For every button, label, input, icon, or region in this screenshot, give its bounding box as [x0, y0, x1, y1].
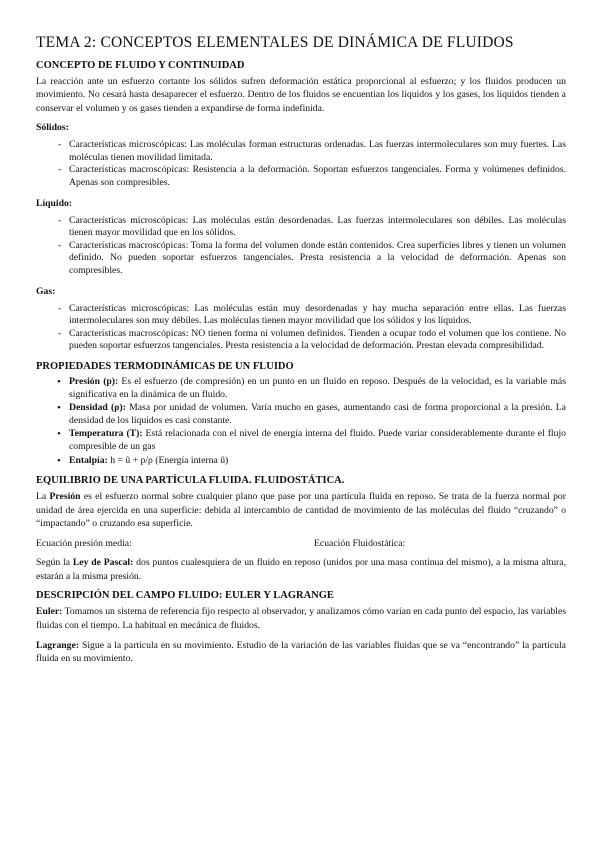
equation-label-right: Ecuación Fluidostática: [314, 538, 406, 550]
list-item [36, 376, 566, 401]
list-item: - Características macroscópicas: Toma la forma del volumen donde están contenidos. Crea superficies libres y tienen un volumen definido. No pueden soportar esfuerzos tangenciales. Presta resistencia a la velocidad de deformación. Apenas son compresibles. [36, 240, 566, 278]
definition: Está relacionada con el nivel de energía interna del fluido. Puede variar considerablemente durante el flujo compresible de un gas [69, 428, 566, 452]
list-item: - Características microscópicas: Las moléculas forman estructuras ordenadas. Las fuerzas intermoleculares son muy fuertes. Las moléculas tienen movilidad limitada. [36, 139, 566, 164]
text-run: dos puntos cualesquiera de un fluido en reposo (unidos por una masa continua del mismo), a la misma altura, estarán a la misma presión. [36, 557, 566, 582]
equations-row [36, 537, 566, 550]
document-title: TEMA 2: CONCEPTOS ELEMENTALES DE DINÁMICA DE FLUIDOS [36, 34, 514, 51]
term: Presión (p): [69, 375, 119, 387]
term: Densidad (ρ): [69, 402, 126, 414]
solidos-list [36, 139, 566, 189]
list-item [36, 455, 566, 468]
list-item: - Características macroscópicas: NO tienen forma ni volumen definidos. Tienden a ocupar todo el volumen que los contiene. No pueden soportar esfuerzos tangenciales. Presta resistencia a la velocidad de deformación. Prestan elevada compresibilidad. [36, 328, 566, 353]
equation-label-left: Ecuación presión media: [36, 538, 132, 550]
liquido-label: Líquido: [36, 197, 73, 209]
list-item [36, 402, 566, 427]
gas-label: Gas: [36, 285, 56, 297]
intro-paragraph: La reacción ante un esfuerzo cortante los sólidos sufren deformación estática proporcional al esfuerzo; y los fluidos producen un movimiento. No cesará hasta desaparecer el esfuerzo. Dentro de los fluidos se encuentian los líquidos y los gases, los líquidos tienden a conservar el volumen y os gases tienden a expandirse de forma indefinida. [36, 76, 566, 114]
term: Ley de Pascal: [72, 557, 134, 569]
section-heading-equilibrio: EQUILIBRIO DE UNA PARTÍCULA FLUIDA. FLUIDOSTÁTICA. [36, 475, 345, 487]
term: Presión [49, 491, 81, 503]
text-run: Tomamos un sistema de referencia fijo respecto al observador, y analizamos cómo varían en cada punto del espacio, las variables fluidas con el tiempo. La habitual en mecánica de fluidos. [36, 606, 566, 631]
text-run: Sigue a la partícula en su movimiento. Estudio de la variación de las variables fluidas que se va “encontrando” la partícula fluida en su movimiento. [36, 639, 566, 665]
section-heading-propiedades: PROPIEDADES TERMODINÁMICAS DE UN FLUIDO [36, 360, 294, 372]
list-item: - Características microscópicas: Las moléculas están desordenadas. Las fuerzas intermoleculares son débiles. Las moléculas tienen mayor movilidad que en los sólidos. [36, 215, 566, 240]
presion-paragraph [36, 490, 566, 530]
propiedades-list [36, 376, 566, 467]
section-heading-concepto: CONCEPTO DE FLUIDO Y CONTINUIDAD [36, 60, 245, 71]
pascal-paragraph [36, 556, 566, 583]
definition: Masa por unidad de volumen. Varía mucho en gases, aumentando casi de forma proporcional a la presión. La densidad de los líquidos es casi constante. [69, 402, 566, 426]
section-heading-descripcion: DESCRIPCIÓN DEL CAMPO FLUIDO: EULER Y LAGRANGE [36, 590, 334, 602]
lagrange-paragraph [36, 639, 566, 666]
text-run: Según la [36, 557, 73, 569]
list-item [36, 428, 566, 453]
liquido-list [36, 215, 566, 278]
term: Temperatura (T): [69, 428, 143, 440]
definition: h = û + p/ρ (Energía interna û) [107, 454, 229, 466]
term: Lagrange: [36, 639, 80, 651]
term: Euler: [36, 606, 63, 618]
definition: Es el esfuerzo (de compresión) en un punto en un fluido en reposo. Después de la velocidad, es la variable más significativa en la dinámica de un fluido. [69, 375, 566, 400]
list-item: - Características macroscópicas: Resistencia a la deformación. Soportan esfuerzos tangenciales. Forma y volúmenes definidos. Apenas son compresibles. [36, 164, 566, 189]
document-page [36, 34, 566, 673]
euler-paragraph [36, 605, 566, 632]
term: Entalpía: [69, 454, 108, 466]
text-run: es el esfuerzo normal sobre cualquier plano que pase por una partícula fluida en reposo. Se trata de la fuerza normal por unidad de área ejercida en una superficie: debida al intercambio de cantidad de movimiento de las moléculas del fluido “cruzando” o “impactando” o cruzando esa superficie. [36, 491, 566, 529]
list-item: - Características microscópicas: Las moléculas están muy desordenadas y hay mucha separación entre ellas. Las fuerzas intermoleculares son muy débiles. Las moléculas tienen mayor movilidad que los sólidos y los líquidos. [36, 303, 566, 328]
gas-list [36, 303, 566, 353]
text-run: La [36, 491, 50, 503]
solidos-label: Sólidos: [36, 122, 69, 134]
